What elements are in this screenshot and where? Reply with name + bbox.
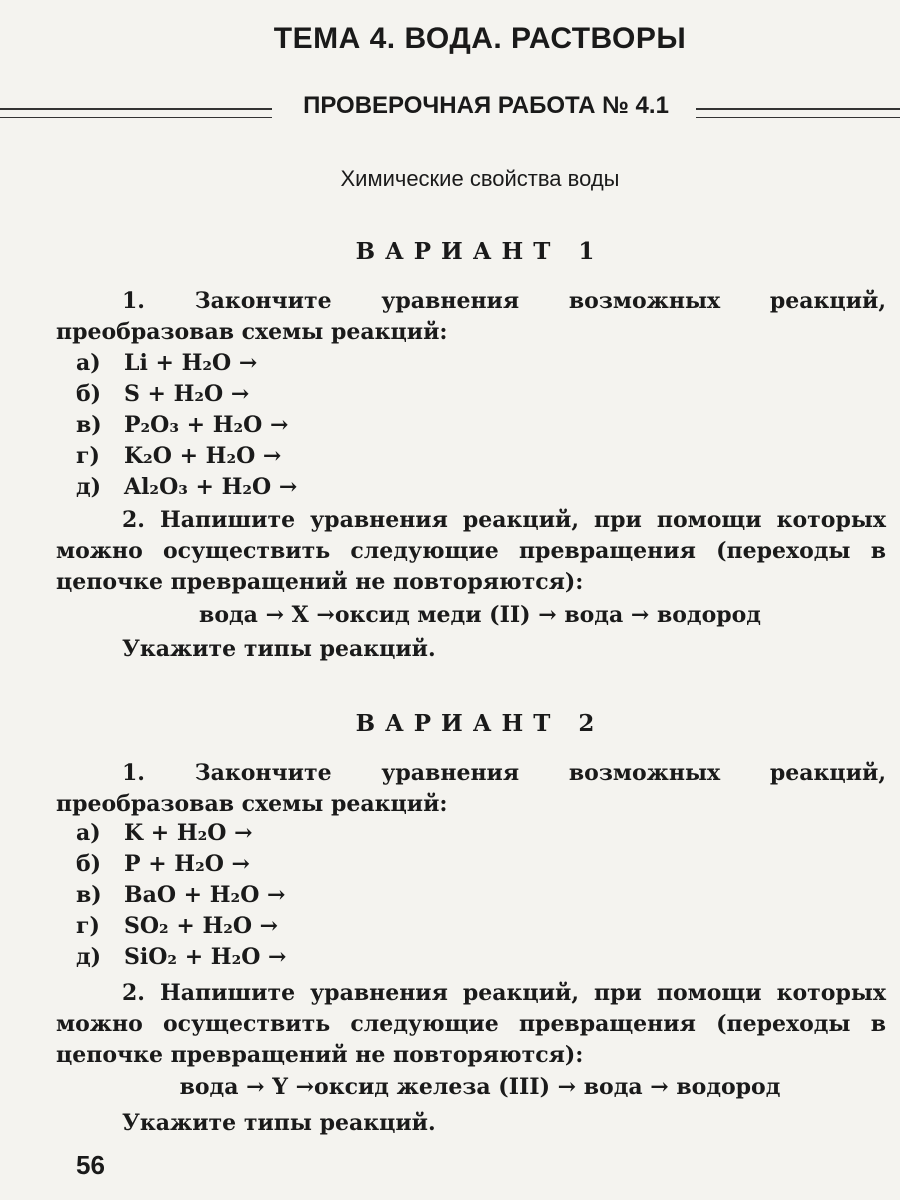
item-formula: P + H₂O → (124, 851, 250, 877)
item-label: б) (76, 851, 102, 877)
reaction-item (76, 379, 676, 410)
item-label: в) (76, 882, 102, 908)
task-text: Закончите уравнения возможных реакций, преобразовав схемы реакций: (56, 760, 886, 817)
variant-2-reactions (76, 818, 676, 973)
item-label: г) (76, 443, 100, 469)
item-formula: Li + H₂O → (124, 350, 258, 376)
item-label: б) (76, 381, 102, 407)
work-title-row (0, 92, 900, 132)
variant-2-task-2 (56, 978, 886, 1071)
item-formula: P₂O₃ + H₂O → (124, 412, 289, 438)
reaction-item (76, 348, 676, 379)
variant-1-task-2 (56, 505, 886, 598)
variant-2-task-1 (56, 758, 886, 820)
item-formula: S + H₂O → (124, 381, 250, 407)
item-label: а) (76, 350, 101, 376)
variant-2-hint: Укажите типы реакций. (122, 1110, 436, 1136)
reaction-item (76, 880, 676, 911)
reaction-item (76, 410, 676, 441)
topic-title: ТЕМА 4. ВОДА. РАСТВОРЫ (273, 22, 687, 55)
item-label: д) (76, 944, 102, 970)
item-label: а) (76, 820, 101, 846)
task-number: 2. (122, 980, 145, 1006)
variant-1-reactions (76, 348, 676, 503)
task-number: 2. (122, 507, 145, 533)
reaction-item (76, 942, 676, 973)
item-formula: Al₂O₃ + H₂O → (124, 474, 298, 500)
variant-1-chain: вода → X →оксид меди (II) → вода → водород (199, 602, 761, 628)
reaction-item (76, 849, 676, 880)
title-rule-left (0, 108, 272, 118)
task-text: Напишите уравнения реакций, при помощи которых можно осуществить следующие превращения (переходы в цепочке превращений не повторяются): (56, 980, 886, 1068)
variant-1-hint: Укажите типы реакций. (122, 636, 436, 662)
item-label: в) (76, 412, 102, 438)
work-title: ПРОВЕРОЧНАЯ РАБОТА № 4.1 (303, 92, 669, 119)
reaction-item (76, 441, 676, 472)
item-formula: SO₂ + H₂O → (124, 913, 279, 939)
title-rule-right (696, 108, 900, 118)
task-text: Напишите уравнения реакций, при помощи которых можно осуществить следующие превращения (переходы в цепочке превращений не повторяются): (56, 507, 886, 595)
item-formula: K₂O + H₂O → (124, 443, 282, 469)
reaction-item (76, 818, 676, 849)
item-formula: K + H₂O → (124, 820, 253, 846)
variant-2-title: ВАРИАНТ 2 (355, 710, 605, 737)
task-number: 1. (122, 760, 145, 786)
item-label: д) (76, 474, 102, 500)
item-formula: BaO + H₂O → (124, 882, 286, 908)
subtitle: Химические свойства воды (340, 166, 620, 191)
reaction-item (76, 472, 676, 503)
task-number: 1. (122, 288, 145, 314)
variant-2-chain: вода → Y →оксид железа (III) → вода → водород (179, 1074, 781, 1100)
task-text: Закончите уравнения возможных реакций, преобразовав схемы реакций: (56, 288, 886, 345)
variant-1-title: ВАРИАНТ 1 (355, 238, 605, 265)
page-number: 56 (76, 1150, 105, 1180)
variant-1-task-1 (56, 286, 886, 348)
item-label: г) (76, 913, 100, 939)
item-formula: SiO₂ + H₂O → (124, 944, 287, 970)
reaction-item (76, 911, 676, 942)
